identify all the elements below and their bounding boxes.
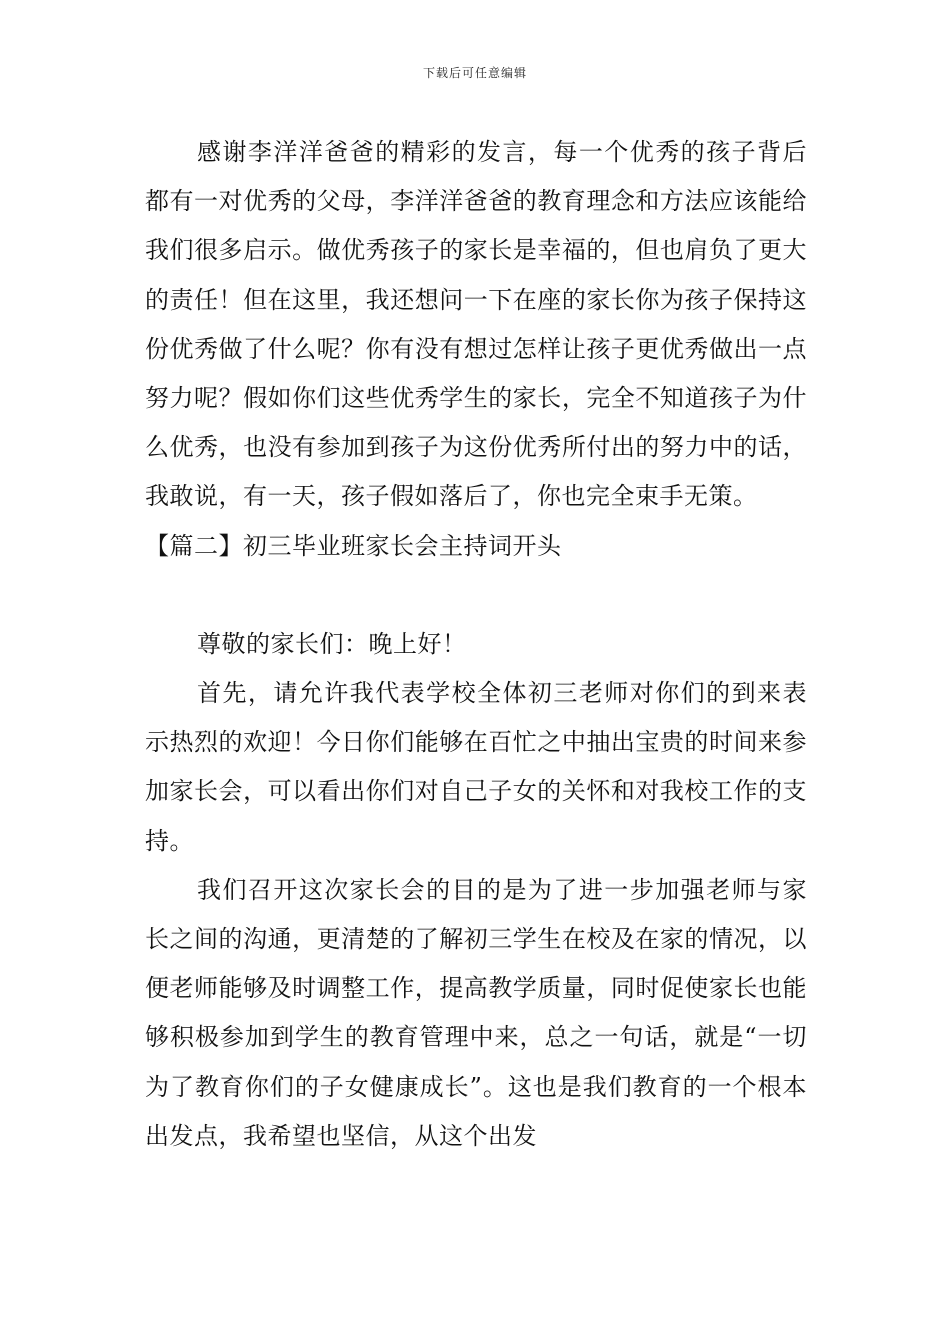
page-header: 下载后可任意编辑 xyxy=(422,66,527,80)
section-heading: 【篇二】初三毕业班家长会主持词开头 xyxy=(145,531,562,560)
paragraph-welcome: 首先，请允许我代表学校全体初三老师对你们的到来表示热烈的欢迎！今日你们能够在百忙之中抽出宝贵的时间来参加家长会，可以看出你们对自己子女的关怀和对我校工作的支持。 xyxy=(145,679,807,855)
paragraph-greeting: 尊敬的家长们：晚上好！ xyxy=(197,629,467,658)
blank-line xyxy=(145,571,807,620)
paragraph-purpose: 我们召开这次家长会的目的是为了进一步加强老师与家长之间的沟通，更清楚的了解初三学生在校及在家的情况，以便老师能够及时调整工作，提高教学质量，同时促使家长也能够积极参加到学生的教育管理中来，总之一句话，就是“一切为了教育你们的子女健康成长”。这也是我们教育的一个根本出发点，我希望也坚信，从这个出发 xyxy=(145,875,807,1150)
document-body xyxy=(145,128,807,1161)
paragraph-thanks: 感谢李洋洋爸爸的精彩的发言，每一个优秀的孩子背后都有一对优秀的父母，李洋洋爸爸的教育理念和方法应该能给我们很多启示。做优秀孩子的家长是幸福的，但也肩负了更大的责任！但在这里，我还想问一下在座的家长你为孩子保持这份优秀做了什么呢？你有没有想过怎样让孩子更优秀做出一点努力呢？假如你们这些优秀学生的家长，完全不知道孩子为什么优秀，也没有参加到孩子为这份优秀所付出的努力中的话，我敢说，有一天，孩子假如落后了，你也完全束手无策。 xyxy=(145,138,807,511)
